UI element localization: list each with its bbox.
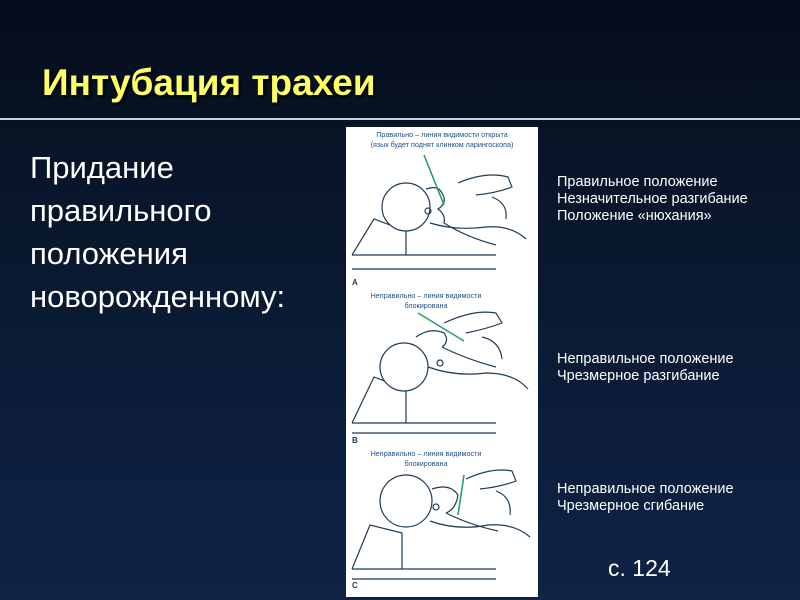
caption-correct-position	[557, 174, 748, 225]
panel-a-heading-2: (язык будет поднят клинком ларингоскопа)	[370, 140, 514, 149]
slide-title: Интубация трахеи	[42, 62, 376, 103]
positioning-figure	[346, 127, 538, 597]
panel-a-letter: A	[352, 278, 358, 287]
caption-1-line-1: Правильное положение	[557, 174, 718, 190]
title-divider	[0, 118, 800, 120]
caption-3-line-2: Чрезмерное сгибание	[557, 498, 705, 514]
caption-overflexion	[557, 481, 734, 515]
panel-a-heading-1: Правильно – линия видимости открыта	[376, 130, 508, 139]
caption-3-line-1: Неправильное положение	[557, 481, 734, 497]
caption-overextension	[557, 351, 734, 385]
panel-c-heading-2: блокирована	[404, 459, 448, 468]
panel-b-drawing	[352, 312, 528, 433]
panel-a-head	[382, 183, 430, 231]
panel-c-heading-1: Неправильно – линия видимости	[370, 449, 482, 458]
panel-c-sightline	[458, 475, 464, 515]
caption-1-line-3: Положение «нюхания»	[557, 208, 712, 224]
panel-c-head	[380, 475, 432, 527]
panel-b-hand	[444, 312, 502, 333]
panel-c-body	[430, 521, 530, 537]
panel-a-drawing	[352, 175, 526, 269]
panel-c-letter: C	[352, 581, 358, 590]
panel-b-heading-1: Неправильно – линия видимости	[370, 291, 482, 300]
caption-1-line-2: Незначительное разгибание	[557, 191, 748, 207]
positioning-illustration	[346, 127, 538, 597]
panel-c-drawing	[352, 470, 530, 579]
panel-b-head	[380, 343, 428, 391]
panel-b-letter: B	[352, 436, 358, 445]
panel-c-hand	[466, 470, 516, 489]
slide-subtitle: Придание правильного положения новорожденному:	[30, 150, 286, 314]
page-reference: с. 124	[608, 555, 671, 581]
panel-a-body	[430, 223, 526, 239]
caption-2-line-1: Неправильное положение	[557, 351, 734, 367]
panel-c-pillow	[352, 525, 402, 569]
panel-a-hand	[458, 175, 512, 195]
caption-2-line-2: Чрезмерное разгибание	[557, 368, 720, 384]
panel-b-heading-2: блокирована	[404, 301, 448, 310]
panel-b-body	[428, 367, 528, 389]
